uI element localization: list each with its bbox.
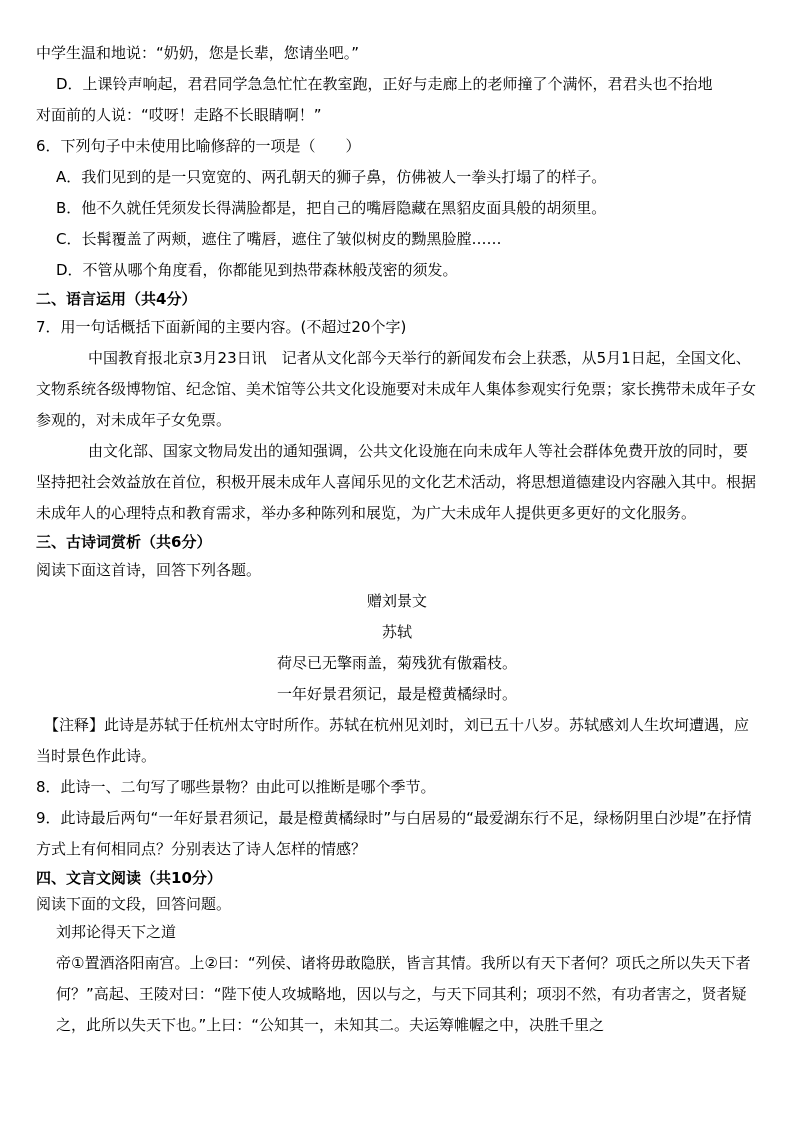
poem-line-2: 一年好景君须记，最是橙黄橘绿时。 <box>276 685 517 703</box>
section-4-title: 四、文言文阅读（共10分） <box>36 869 222 887</box>
q6-option-c: C．长髯覆盖了两颊，遮住了嘴唇，遮住了皱似树皮的黝黑脸膛…… <box>56 230 502 248</box>
q8-stem: 8．此诗一、二句写了哪些景物？由此可以推断是哪个季节。 <box>36 778 436 796</box>
q5-option-c-continuation: 中学生温和地说：“奶奶，您是长辈，您请坐吧。” <box>36 44 360 62</box>
classical-passage: 帝①置酒洛阳南宫。上②曰：“列侯、诸将毋敢隐朕，皆言其情。我所以有天下者何？项氏之所以失天下者何？”高起、王陵对曰：“陛下使人攻城略地，因以与之，与天下同其利；项羽不然，有功者害之，贤者疑之，此所以失天下也。”上曰：“公知其一，未知其二。夫运筹帷幄之中，决胜千里之 <box>56 954 751 1034</box>
section-3-title: 三、古诗词赏析（共6分） <box>36 533 212 551</box>
q6-option-d: D．不管从哪个角度看，你都能见到热带森林般茂密的须发。 <box>56 261 458 279</box>
q5-option-d: D．上课铃声响起，君君同学急急忙忙在教室跑，正好与走廊上的老师撞了个满怀，君君头也不抬地 <box>56 75 713 93</box>
poem-title: 赠刘景文 <box>366 592 427 610</box>
section-2-title: 二、语言运用（共4分） <box>36 290 197 308</box>
section-4-intro: 阅读下面的文段，回答问题。 <box>36 895 232 913</box>
q7-stem: 7．用一句话概括下面新闻的主要内容。(不超过20个字) <box>36 318 407 336</box>
q6-stem: 6．下列句子中未使用比喻修辞的一项是（ ） <box>36 137 361 155</box>
exam-page <box>36 38 758 1041</box>
q5-option-d-continuation: 对面前的人说：“哎呀！走路不长眼睛啊！” <box>36 106 322 124</box>
q9-stem: 9．此诗最后两句“一年好景君须记，最是橙黄橘绿时”与白居易的“最爱湖东行不足，绿杨阴里白沙堤”在抒情方式上有何相同点？分别表达了诗人怎样的情感？ <box>36 809 752 858</box>
q6-option-a: A．我们见到的是一只宽宽的、两孔朝天的狮子鼻，仿佛被人一拳头打塌了的样子。 <box>56 168 607 186</box>
section-3-intro: 阅读下面这首诗，回答下列各题。 <box>36 561 262 579</box>
q6-option-b: B．他不久就任凭须发长得满脸都是，把自己的嘴唇隐藏在黑貂皮面具般的胡须里。 <box>56 199 607 217</box>
poem-note: 【注释】此诗是苏轼于任杭州太守时所作。苏轼在杭州见刘时，刘已五十八岁。苏轼感刘人生坎坷遭遇，应当时景色作此诗。 <box>36 716 750 765</box>
poem-line-1: 荷尽已无擎雨盖，菊残犹有傲霜枝。 <box>276 654 517 672</box>
news-paragraph-2: 由文化部、国家文物局发出的通知强调，公共文化设施在向未成年人等社会群体免费开放的同时，要坚持把社会效益放在首位，积极开展未成年人喜闻乐见的文化艺术活动，将思想道德建设内容融入其中。根据未成年人的心理特点和教育需求，举办多种陈列和展览，为广大未成年人提供更多更好的文化服务。 <box>36 442 757 522</box>
news-paragraph-1: 中国教育报北京3月23日讯 记者从文化部今天举行的新闻发布会上获悉，从5月1日起，全国文化、文物系统各级博物馆、纪念馆、美术馆等公共文化设施要对未成年人集体参观实行免票；家长携带未成年子女参观的，对未成年子女免票。 <box>36 349 757 429</box>
poem-author: 苏轼 <box>381 623 412 641</box>
passage-title: 刘邦论得天下之道 <box>56 923 177 941</box>
